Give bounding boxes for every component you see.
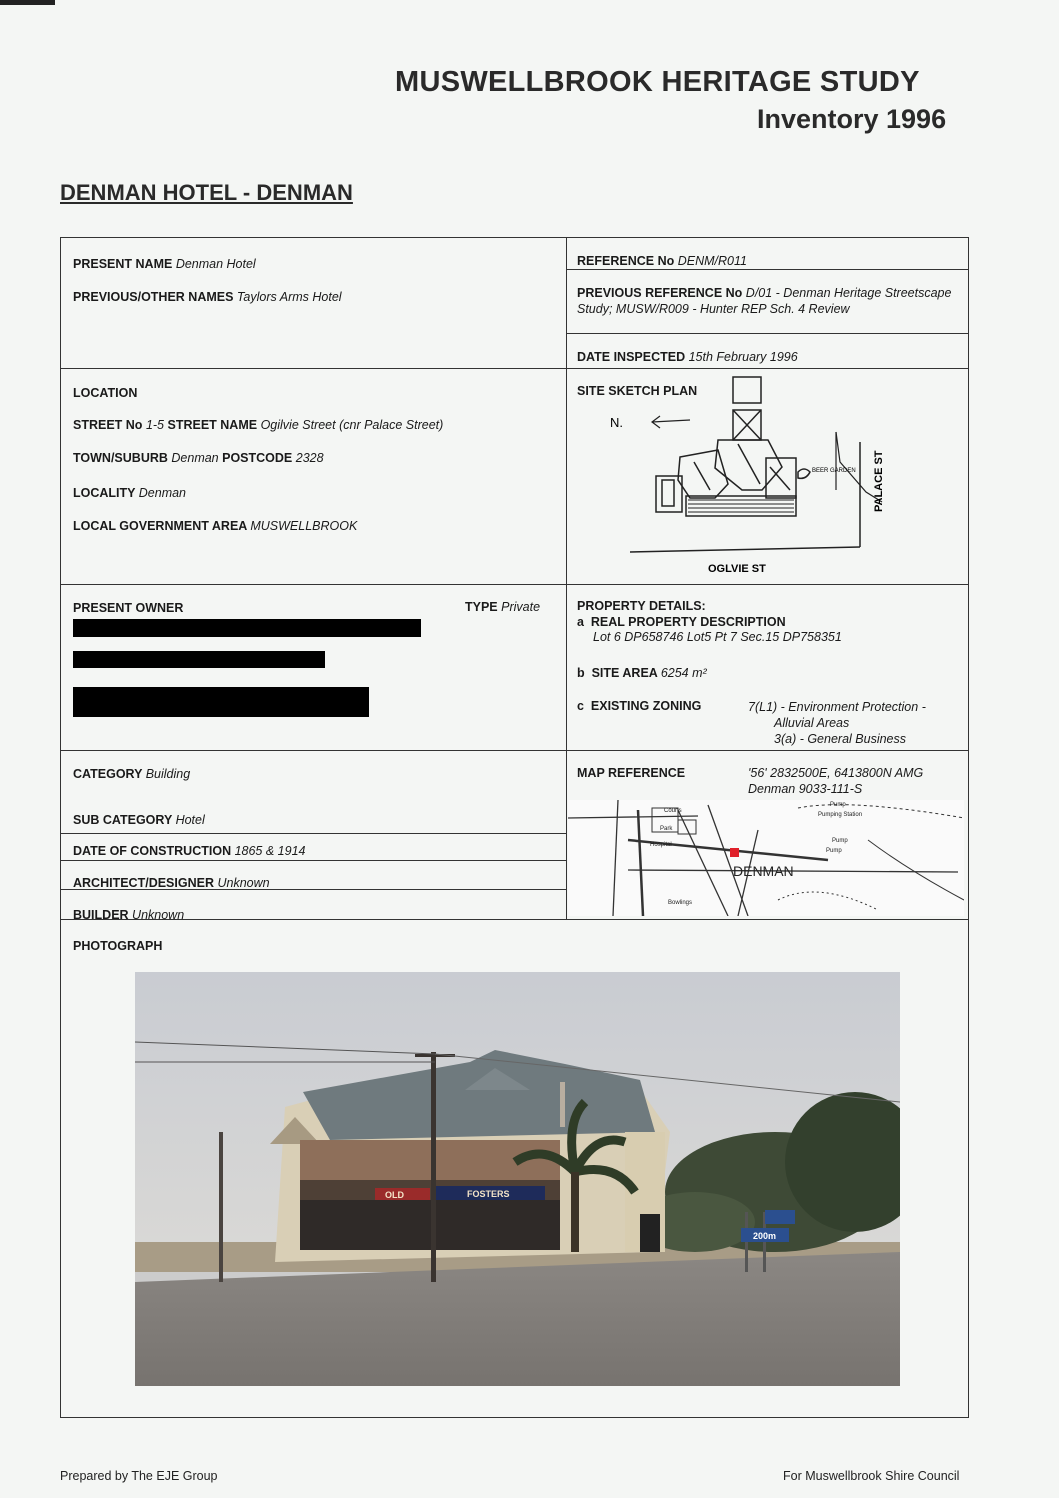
zoning-label [577, 699, 701, 713]
photograph-label: PHOTOGRAPH [73, 939, 163, 953]
row-divider [61, 860, 566, 861]
heritage-item-name: DENMAN HOTEL - DENMAN [60, 180, 353, 205]
photo-direction-sign-text: 200m [753, 1231, 777, 1241]
previous-names-label: PREVIOUS/OTHER NAMES [73, 290, 234, 304]
location-label: LOCATION [73, 386, 138, 400]
previous-reference-label: PREVIOUS REFERENCE No [577, 286, 743, 300]
map-pump-label: Pump [830, 802, 846, 808]
hotel-photograph [135, 972, 900, 1386]
sketch-outbuilding [733, 377, 761, 403]
zoning-value [748, 699, 926, 747]
sketch-side-wing [678, 450, 728, 498]
owner-redaction-bar [73, 687, 369, 717]
sub-category-label: SUB CATEGORY [73, 813, 173, 827]
document-subtitle: Inventory 1996 [757, 104, 947, 134]
sketch-palace-st-label: PALACE ST [873, 450, 885, 512]
photo-direction-sign [765, 1210, 795, 1224]
map-hospital-label: Hospital [650, 842, 672, 848]
real-property-value: Lot 6 DP658746 Lot5 Pt 7 Sec.15 DP758351 [593, 630, 842, 644]
hotel-photo-illustration [135, 972, 900, 1386]
real-property-marker: a [577, 615, 584, 629]
previous-names-value: Taylors Arms Hotel [236, 290, 342, 304]
location-map [568, 800, 964, 916]
map-reference-line: Denman 9033-111-S [748, 782, 863, 796]
row-divider [61, 919, 968, 920]
photo-sign-fosters-text: FOSTERS [467, 1189, 510, 1199]
street-field [73, 418, 443, 432]
category-value: Building [145, 767, 191, 781]
sketch-ogilvie-st-label: OGLVIE ST [708, 563, 766, 575]
real-property-label [577, 615, 786, 629]
street-no-label: STREET No [73, 418, 143, 432]
map-contour [778, 892, 878, 910]
sketch-tree [798, 469, 810, 478]
builder-field [73, 908, 184, 922]
date-construction-label: DATE OF CONSTRUCTION [73, 844, 232, 858]
lga-label: LOCAL GOVERNMENT AREA [73, 519, 247, 533]
locality-value: Denman [138, 486, 187, 500]
map-pumping-station-label: Pumping Station [818, 812, 863, 818]
date-inspected-value: 15th February 1996 [688, 350, 798, 364]
sketch-north-label: N. [610, 415, 623, 430]
map-river [868, 840, 964, 900]
photo-power-pole [219, 1132, 223, 1282]
document-title: MUSWELLBROOK HERITAGE STUDY [395, 66, 920, 98]
photo-sign-old-text: OLD [385, 1190, 404, 1200]
zoning-marker: c [577, 699, 584, 713]
present-name-field [73, 257, 256, 271]
map-reference-line: '56' 2832500E, 6413800N AMG [748, 766, 924, 780]
map-pump-label: Pump [826, 848, 842, 854]
row-divider [61, 368, 968, 369]
previous-reference-value: D/01 - Denman Heritage Streetscape Study; MUSW/R009 - Hunter REP Sch. 4 Review [577, 286, 952, 316]
date-construction-value: 1865 & 1914 [234, 844, 306, 858]
photo-road [135, 1252, 900, 1386]
lga-value: MUSWELLBROOK [250, 519, 358, 533]
map-bowling-label: Bowlings [668, 900, 693, 906]
photo-power-pole [431, 1052, 436, 1282]
builder-label: BUILDER [73, 908, 129, 922]
reference-label: REFERENCE No [577, 254, 675, 268]
site-sketch-plan [590, 372, 930, 577]
street-no-value: 1-5 [145, 418, 165, 432]
site-area-label: SITE AREA [591, 666, 658, 680]
architect-value: Unknown [217, 876, 270, 890]
site-area-field [577, 666, 707, 680]
builder-value: Unknown [132, 908, 185, 922]
sketch-street-line [630, 547, 860, 552]
sketch-north-arrow [652, 420, 690, 422]
previous-names-field [73, 290, 342, 304]
architect-label: ARCHITECT/DESIGNER [73, 876, 214, 890]
sub-category-field [73, 813, 205, 827]
postcode-value: 2328 [295, 451, 324, 465]
category-field [73, 767, 190, 781]
map-reference-value [748, 765, 923, 797]
sketch-main-roof [715, 440, 782, 490]
zoning-line: Alluvial Areas [774, 716, 850, 730]
locality-field [73, 486, 186, 500]
footer-prepared-for: For Muswellbrook Shire Council [783, 1469, 960, 1483]
zoning-line: 3(a) - General Business [774, 732, 907, 746]
property-details-label: PROPERTY DETAILS: [577, 599, 706, 613]
row-divider [61, 833, 566, 834]
real-property-heading: REAL PROPERTY DESCRIPTION [590, 615, 786, 629]
map-park-label: Park [660, 826, 673, 832]
previous-reference-field [577, 285, 955, 317]
scan-edge-mark [0, 0, 55, 5]
owner-redaction-bar [73, 619, 421, 637]
site-sketch-label: SITE SKETCH PLAN [577, 384, 698, 398]
type-field [465, 600, 540, 614]
lga-field [73, 519, 357, 533]
map-town-label: DENMAN [733, 863, 794, 879]
row-divider [61, 750, 968, 751]
footer-prepared-by: Prepared by The EJE Group [60, 1469, 218, 1483]
category-label: CATEGORY [73, 767, 143, 781]
type-label: TYPE [465, 600, 498, 614]
sketch-verandah [686, 496, 796, 516]
column-divider [566, 238, 567, 919]
map-road [638, 810, 643, 916]
sketch-beer-garden-label: BEER GARDEN [812, 468, 856, 474]
row-divider [61, 584, 968, 585]
zoning-heading: EXISTING ZONING [590, 699, 702, 713]
map-pump-label: Pump [832, 838, 848, 844]
present-name-value: Denman Hotel [175, 257, 256, 271]
map-reference-label: MAP REFERENCE [577, 766, 686, 780]
reference-value: DENM/R011 [677, 254, 747, 268]
sub-category-value: Hotel [175, 813, 205, 827]
owner-redaction-bar [73, 651, 325, 668]
row-divider [566, 269, 968, 270]
street-name-value: Ogilvie Street (cnr Palace Street) [260, 418, 444, 432]
architect-field [73, 876, 270, 890]
date-inspected-field [577, 350, 798, 364]
map-location-marker [730, 848, 739, 857]
photo-board-sign [640, 1214, 660, 1252]
date-inspected-label: DATE INSPECTED [577, 350, 686, 364]
zoning-line: 7(L1) - Environment Protection - [748, 700, 926, 714]
town-value: Denman [171, 451, 219, 465]
present-owner-label: PRESENT OWNER [73, 601, 184, 615]
map-park-block [678, 820, 696, 834]
date-construction-field [73, 844, 305, 858]
street-name-label: STREET NAME [167, 418, 258, 432]
postcode-label: POSTCODE [222, 451, 293, 465]
town-label: TOWN/SUBURB [73, 451, 168, 465]
map-courts-label: Courts [664, 808, 682, 814]
town-field [73, 451, 324, 465]
type-value: Private [501, 600, 541, 614]
locality-label: LOCALITY [73, 486, 136, 500]
site-area-value: 6254 m² [660, 666, 707, 680]
reference-field [577, 254, 747, 268]
site-area-marker: b [577, 666, 585, 680]
row-divider [566, 333, 968, 334]
present-name-label: PRESENT NAME [73, 257, 173, 271]
